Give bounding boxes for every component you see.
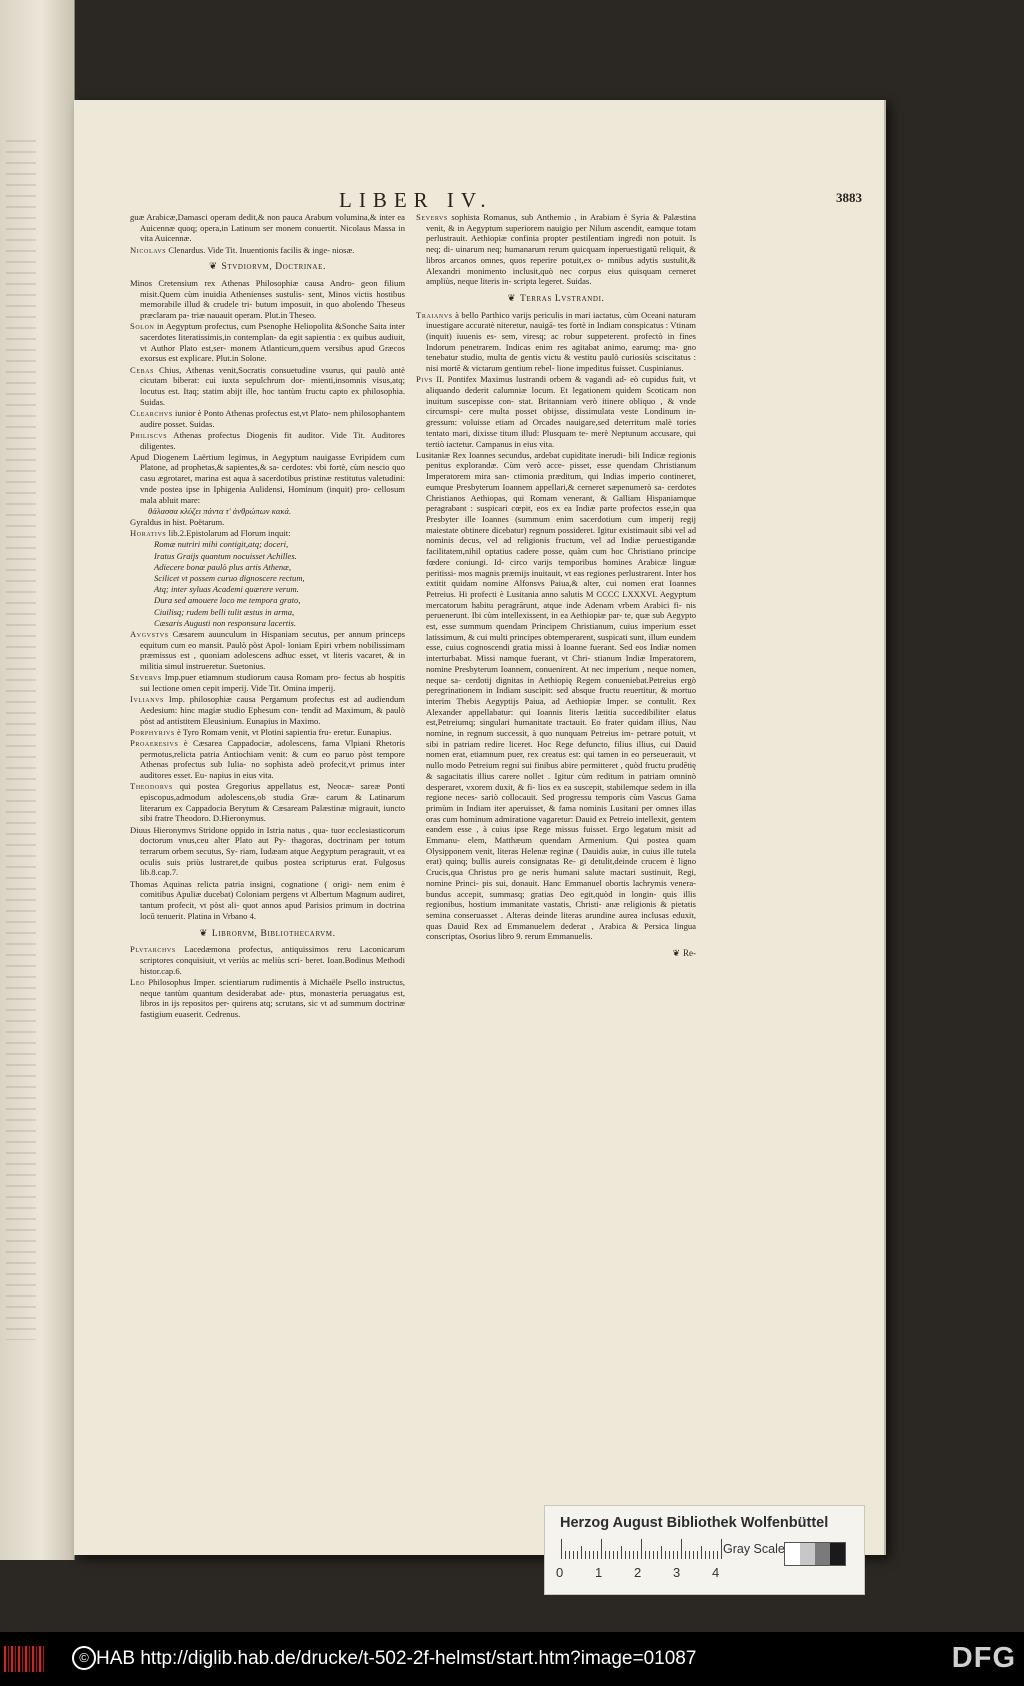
entry-text: Lusitaniæ Rex Ioannes secundus, ardebat cupiditate inerudi- bili Indicæ regionis penitus explorandæ. Cùm verò acce- pisset, esse quendam Christianum Imperatorem mira san- ctimonia præditum, qui Indias imperio contineret, eumque Presbyterum Ioannem appellari,& cerneret sæpenumerò sa- cerdotes Christianos Aethiopas, qui Romam venerant, & Galliam Hispaniamque peragrabant : suspicari cœpit, eos ex ea Indiæ parte profectos esse,in qua Presbyter ille Ioannes (summum enim sacerdotium cum imperij regij maiestate obtinere dicebatur) regnum possideret. Igitur existimauit sibi vel ad nominis decus, vel ad religionis fructum, vel ad Indiæ peruestigandæ facilitatem,nihil optatius cadere posse, quàm cum hoc Christiano principe fœdere coniungi. Id- circo varijs temporibus homines Arabicæ linguæ peritissi- mos magnis præmijs inuitauit, vt eas regiones perlustrarent. Inter hos extitit quidam nomine Alfonsvs Paiua,& alter, cui nomen erat Ioannes Petreius. Hi profecti è Lusitania anno salutis M CCCC LXXXVI. Aegyptum mercatorum habitu peragrārunt, atque inde Adenam vrbem Arabici fi- nis peruenerunt. Ibi cùm intellexissent, in ea Aethiopiæ par- te, quæ sub Aegypto est, esse summum quendam Principem Christianum, cuius imperium esset latissimum, & cui multi principes obtemperarent, suspicati sunt, illum eundem esse, cuius cognoscendi gratia missi à Ioanne fuerant. Sed eos Indiæ nomen interturbabat. Missi namque fuerant, vt Chri- stianum Indiæ Imperatorem, nomine Presbyterum Ioannem, conuenirent. At nec imperium , neque nomen, neque sa- cerdotij dignitas in Aethiopię Regem conueniebat.Petreius ergò peregrinationem in Indiam suscipit: sed absque fructu reuertitur, & mortuo interim Thebis Aegyptijs Paiua, ad Aethiopiæ Imper. se contulit. Rex Alexander appellabatur: qui Ioannis literis lætitia succedibiliter elatus est,Petreiumq; singulari humanitate tractauit. Eo frater quidam illius, Nau nomine, in regnum successit, à quo nunquam Petreius im- petrare potuit, vt sibi in patriam redire liceret. Hoc Rege defuncto, filius illius, cui Dauid nomen erat, etiamnum puer, rex creatus est: qui tamen in eo perseuerauit, vt nullo modo Petreium regni sui finibus abire permitteret , quòd fructu prudētię & sagacitatis illius carere nollet . Igitur cùm reditum in patriam omninò desperaret, vxorem duxit, & fi- lios ex ea suscepit, stabilemque sedem in illa regione neces- sariò collocauit. Sed progressu temporis cùm Vascus Gama primùm in Indiam iter aperuisset, & fama nominis Lusitani per omnes illas oras cum hominum admiratione vagaretur: Dauid ex Petreio intellexit, gentem eandem esse , à cuius ipse Rege missus fuisset. Ergo legatum misit ad Emmanu- elem, Matthæum quendam Armenium. Qui postea quam Olysipponem venit, literas Helenæ reginæ ( Dauidis auiæ, in cuius ille tutela erat) quinq; bullis aureis consignatas Re- gi detulit,deinde crucem è ligno Crucis,qua Christus pro ge neris humani salute mactari sustinuit, Regi, nomine Princi- pis sui, donauit. Hanc Emmanuel obortis lachrymis venera- bundus accepit, summasq; gratias Deo egit,quòd in longin- quis illis regionibus, hostium immanitate vastatis, Christi- anæ religionis & pietatis semina conseruasset . Alteras deinde literas arundine aurea inclusas eduxit, quas Dauid Rex ad Emmanuelem dederat , Arabica & Persica lingua conscriptas, Osorius libro 9. rerum Emmanuelis. [416, 449, 696, 942]
copyright-icon: © [72, 1646, 96, 1670]
entry-text: Adiecere bonæ paulò plus artis Athenæ, [154, 561, 292, 572]
entry-name: Nicolavs [130, 244, 167, 255]
entry-name: Severvs [416, 212, 448, 222]
entry-paragraph [130, 212, 405, 244]
verse-line [130, 562, 405, 573]
entry-name: Clearchvs [130, 407, 173, 418]
entry-text: Atq; inter syluas Academi quærere verum. [154, 584, 299, 595]
ruler-tick [657, 1551, 658, 1559]
entry-name: Traianvs [416, 309, 453, 320]
ruler-tick [673, 1551, 674, 1559]
scale-digit: 2 [634, 1565, 642, 1580]
ruler-tick [593, 1551, 594, 1559]
ruler-tick [625, 1551, 626, 1559]
ruler-tick [617, 1551, 618, 1559]
ruler-tick [601, 1539, 602, 1559]
grey-scale-label: Gray Scale [723, 1542, 785, 1556]
entry-text: guæ Arabicæ,Damasci operam dedit,& non pauca Arabum volumina,& inter ea Auicennæ quoq; opera,in Latinum ser monem conuertit. Nicolaus Massa in vita Auicennæ. [130, 212, 405, 244]
dfg-logo: DFG [951, 1642, 1016, 1674]
entry-text: Diuus Hieronymvs Stridone oppido in Istria natus , qua- tuor ecclesiasticorum doctorum vnus,ceu alter Plato aut Py- thagoras, doctrinam per totum terrarum orbem secutus, Sy- riam, Iudæam atque Aegyptum peragrauit, vt ea oculis suis priùs lustraret,de quibus postea scripturus erat. Fulgosus lib.8.cap.7. [130, 824, 405, 878]
ruler-tick [561, 1539, 562, 1559]
entry-name: Ivlianvs [130, 694, 164, 705]
ruler-tick [689, 1551, 690, 1559]
entry-paragraph [130, 430, 405, 451]
entry-text: Romæ nutriri mihi contigit,atq; doceri, [154, 539, 289, 550]
catchword [416, 948, 696, 959]
section-heading-text: Librorvm, Bibliothecarvm. [211, 928, 336, 939]
section-heading [130, 262, 405, 273]
ruler-tick [649, 1551, 650, 1559]
entry-name: Solon [130, 321, 155, 332]
verse-line [130, 573, 405, 584]
ruler-tick [645, 1551, 646, 1559]
grey-scale-swatch [784, 1542, 846, 1566]
entry-name: Porphyrivs [130, 726, 175, 737]
ruler-tick [693, 1551, 694, 1559]
scale-digit: 0 [556, 1565, 564, 1580]
ruler-tick [629, 1551, 630, 1559]
entry-paragraph [130, 517, 405, 528]
entry-paragraph [130, 321, 405, 364]
entry-paragraph [130, 365, 405, 408]
ruler-tick [713, 1551, 714, 1559]
ruler-tick [641, 1539, 642, 1559]
library-scale-label [544, 1505, 865, 1595]
library-name: Herzog August Bibliothek Wolfenbüttel [560, 1515, 829, 1531]
page-number: 3883 [836, 190, 862, 205]
ruler-tick [581, 1546, 582, 1559]
ruler-tick [685, 1551, 686, 1559]
entry-text: qui postea Gregorius appellatus est, Neocæ- sareæ Ponti episcopus,admodum adolescens,ob studia Græ- carum & Latinarum literarum ex Cappadocia Berytum & Cæsaream Palæstinæ migrauit, iuncto sibi fratre Theodoro. D.Hieronymus. [140, 781, 405, 824]
entry-text: Minos Cretensium rex Athenas Philosophiæ causa Andro- geon filium misit.Quem cùm inuidia Athenienses sustulis- sent, Minos victis hostibus memorabile illud & crudele tri- butum imposuit, in quo abolendo Theseus præclaram pa- triæ nauauit operam. Plut.in Theseo. [130, 278, 405, 321]
right-text-column [416, 212, 696, 959]
section-heading-text: Stvdiorvm, Doctrinae. [221, 262, 326, 273]
ruler-tick [677, 1551, 678, 1559]
entry-paragraph [130, 825, 405, 879]
entry-paragraph [416, 212, 696, 287]
ruler-tick [613, 1551, 614, 1559]
ruler-tick [633, 1551, 634, 1559]
entry-text: è Cæsarea Cappadociæ, adolescens, fama Vlpiani Rhetoris permotus,relicta patria Antiochiam venit: & cum eo paruo pòst tempore Athenas profectus sub Iulia- no sophista adeò profecit,vt primus inter auditores esset. Eu- napius in eius vita. [140, 738, 405, 781]
ruler-tick [653, 1551, 654, 1559]
entry-text: è Tyro Romam venit, vt Plotini sapientia fru- eretur. Eunapius. [174, 726, 392, 737]
footer-bar [0, 1632, 1024, 1686]
entry-text: iunior è Ponto Athenas profectus est,vt Plato- nem philosophantem audire posset. Suidas. [140, 407, 405, 429]
ruler-tick [717, 1551, 718, 1559]
fleuron-icon: ❦ [507, 293, 517, 304]
entry-text: Imp.puer etiamnum studiorum causa Romam pro- fectus ab hospitis sui lectione omen cepit imperij. Vide Tit. Omina imperij. [140, 672, 405, 694]
section-heading [130, 929, 405, 940]
ruler-tick [665, 1551, 666, 1559]
entry-paragraph [416, 374, 696, 449]
footer-url[interactable]: HAB http://diglib.hab.de/drucke/t-502-2f-helmst/start.htm?image=01087 [96, 1648, 697, 1669]
entry-name: Theodorvs [130, 781, 173, 792]
scale-ruler [561, 1539, 723, 1559]
ruler-tick [681, 1539, 682, 1559]
entry-text: Dura sed amouere loco me tempora grato, [154, 595, 301, 606]
entry-paragraph [130, 452, 405, 506]
entry-text: Cæsarem auunculum in Hispaniam secutus, per annum princeps equitum cum eo mansit. Paulò pòst Apol- loniam Epiri vrbem nobilissimam præmissus est , quoniam adolescens adhuc esset, vt literis vacaret, & in militia simul instrueretur. Suetonius. [140, 629, 405, 672]
scale-digit: 3 [673, 1565, 681, 1580]
ruler-tick [705, 1551, 706, 1559]
entry-paragraph [130, 977, 405, 1020]
entry-text: Athenas profectus Diogenis fit auditor. Vide Tit. Auditores diligentes. [140, 429, 405, 451]
entry-paragraph [130, 944, 405, 976]
verse-line [130, 539, 405, 550]
entry-name: Cebas [130, 364, 155, 375]
ruler-tick [661, 1546, 662, 1559]
ruler-tick [709, 1551, 710, 1559]
entry-name: Pivs [416, 374, 433, 385]
entry-text: Thomas Aquinas relicta patria insigni, cognatione ( origi- nem enim è comitibus Apuliæ ducebat) Coloniam pergens vt Albertum Magnum audiret, tantum profecit, vt pòst ali- quot annos apud Parisios primum in doctrina locū tenuerit. Platina in Vrbano 4. [130, 878, 405, 921]
entry-text: in Aegyptum profectus, cum Psenophe Heliopolita &Sonche Saita inter sacerdotes literatissimis,in contemplan- da egit sapientia : ex quibus audiuit, vt Author Plato est,ser- monem Atlanticum,quem versibus apud Græcos exorsus est explicare. Plut.in Solone. [140, 321, 405, 364]
entry-paragraph [130, 738, 405, 781]
book-page [74, 100, 884, 1555]
entry-paragraph [130, 629, 405, 672]
ruler-tick [597, 1551, 598, 1559]
fleuron-icon: ❦ [199, 928, 209, 939]
entry-text: Chius, Athenas venit,Socratis consuetudine vsurus, qui paulò antè cicutam biberat: cui iuxta sepulchrum dor- mienti,insomnis visus,atq; locutus est. Itaq; statim abijt ille, hoc tantùm fructu capto ex philosophia. Suidas. [140, 364, 405, 407]
scale-digits [556, 1565, 726, 1583]
entry-text: lib.2.Epistolarum ad Florum inquit: [166, 528, 291, 539]
scale-digit: 1 [595, 1565, 603, 1580]
ruler-tick [605, 1551, 606, 1559]
grey-step [815, 1543, 830, 1565]
ruler-tick [697, 1551, 698, 1559]
grey-step [785, 1543, 800, 1565]
entry-name: Plvtarchvs [130, 944, 176, 955]
grey-step [830, 1543, 845, 1565]
entry-paragraph [130, 694, 405, 726]
section-heading [416, 294, 696, 305]
entry-text: Philosophus Imper. scientiarum rudimentis à Michaële Psello instructus, neque tantùm quantum desiderabat ade- ptus, monasteria peruagatus est, libros in ijs repositos per- quirens atq; scrutans, sic vt ad summum doctrinæ fastigium euaserit. Cedrenus. [140, 976, 405, 1019]
entry-text: Clenardus. Vide Tit. Inuentionis facilis & inge- niosæ. [166, 244, 355, 255]
entry-paragraph [130, 781, 405, 824]
entry-paragraph [130, 727, 405, 738]
verse-line [130, 607, 405, 618]
verse-line [130, 595, 405, 606]
entry-text: Imp. philosophiæ causa Pergamum profectus est ad audiendum Aedesium: hinc magiæ studio Ephesum con- tendit ad Maximum, & paulò pòst ad antistitem Eleusinium. Eunapius in Maximo. [140, 694, 405, 726]
entry-paragraph [130, 245, 405, 256]
verse-line [130, 551, 405, 562]
entry-paragraph [130, 278, 405, 321]
ruler-tick [609, 1551, 610, 1559]
entry-paragraph [130, 672, 405, 693]
entry-paragraph [416, 450, 696, 942]
entry-text: Gyraldus in hist. Poëtarum. [130, 516, 225, 527]
ruler-tick [721, 1539, 722, 1559]
entry-name: Avgvstvs [130, 629, 169, 640]
ruler-tick [569, 1551, 570, 1559]
ruler-tick [589, 1551, 590, 1559]
ruler-tick [565, 1551, 566, 1559]
entry-paragraph [416, 310, 696, 374]
entry-name: Proaeresivs [130, 738, 179, 749]
running-title: LIBER IV. [339, 188, 493, 212]
entry-text: θάλασσα κλύζει πάντα τ' ἀνθρώπων κακά. [148, 505, 292, 516]
entry-text: Lacedæmona profectus, antiquissimos reru Laconicarum scriptores conquisiuit, vt veriùs ac meliùs scri- beret. Ioan.Bodinus Methodi histor.cap.6. [140, 944, 405, 976]
entry-name: Leo [130, 976, 146, 987]
verse-line [130, 584, 405, 595]
entry-name: Horativs [130, 528, 167, 539]
entry-text: Iratus Graijs quantum nocuisset Achilles. [154, 550, 297, 561]
greek-quotation [130, 506, 405, 517]
entry-text: sophista Romanus, sub Anthemio , in Arabiam è Syria & Palæstina venit, & in Aegyptum superiorem nauigio per Nilum ascendit, eamque totam perlustrauit. Aethiopiæ confinia propter pestilentiam ingredi non potuit. Is neq; di- uinarum neq; humanarum rerum quicquam inperuestigatū reliquit, & libros arcanos omnes, quos reperire potuit,ex o- mnibus adytis sustulit,& Alexandri monimento inclusit,quò nec corpus eius quisquam cerneret ampliùs, neque literis in- scripta legeret. Suidas. [426, 212, 696, 287]
entry-name: Philiscvs [130, 429, 168, 440]
section-heading-text: Terras Lvstrandi. [519, 293, 605, 304]
entry-text: Ciuilisq; rudem belli tulit æstus in arma, [154, 606, 295, 617]
verse-line [130, 618, 405, 629]
entry-name: Severvs [130, 672, 162, 683]
entry-paragraph [130, 408, 405, 429]
fleuron-icon: ❦ [672, 948, 680, 959]
ruler-tick [637, 1551, 638, 1559]
entry-text: II. Pontifex Maximus lustrandi orbem & vagandi ad- eò cupidus fuit, vt aliquando dederit calumniæ locum. Et legationem quidem Scoticam non inuitum suscepisse con- stat. Britanniam verò itinere obliquo , & vnde circumspi- cere multa posset obijsse, dissimulata veste Londinum in- gressum: voluisse etiam ad Orcades nauigare,sed deterritum malè tories tentato mari, dixisse titum illud: Plusquam te- merè Neptunum accusare, qui tertiò iactetur. Campanus in eius vita. [426, 374, 696, 449]
grey-step [800, 1543, 815, 1565]
barcode-logo [4, 1646, 44, 1672]
ruler-tick [701, 1546, 702, 1559]
ruler-tick [621, 1546, 622, 1559]
entry-text: à bello Parthico varijs periculis in mari iactatus, cùm Oceani naturam inuestigare accuratè niteretur, nauigā- tes fortè in Indiam conspicatus : Vtinam (inquit) iuuenis es- sem, viresq; ac robur suppeterent. profectò in fines Indorum penetrarem. Indicas enim res agitabat animo, earumq; ma- gno tenebatur studio, multa de gentis victu & vestitu paulò curiosiùs sciscitatus : nisi mortē & victarum gentium rebel- lione impeditus fuisset. Cuspinianus. [426, 309, 696, 374]
entry-text: Scilicet vt possem curuo dignoscere rectum, [154, 573, 305, 583]
previous-page-text-stripe [6, 140, 36, 1340]
ruler-tick [585, 1551, 586, 1559]
catchword-text: Re- [683, 948, 696, 959]
ruler-tick [669, 1551, 670, 1559]
entry-text: Apud Diogenem Laërtium legimus, in Aegyptum nauigasse Evripidem cum Platone, ad prophetas,& sapientes,& sa- cerdotes: vbi fortè, cùm nescio quo casu ægrotaret, marina est aqua à sacerdotibus pristinæ restitutus valetudini: vnde postea ipse in Iphigenia Aulidensi, Hominum (inquit) pro- cellosum mala abluit mare: [130, 451, 405, 505]
entry-paragraph [130, 879, 405, 922]
ruler-tick [573, 1551, 574, 1559]
ruler-tick [577, 1551, 578, 1559]
entry-text: Cæsaris Augusti non responsura lacertis. [154, 617, 297, 628]
previous-page-edge [0, 0, 75, 1560]
fleuron-icon: ❦ [209, 262, 219, 273]
scale-digit: 4 [712, 1565, 720, 1580]
entry-paragraph [130, 528, 405, 539]
left-text-column [130, 212, 405, 1020]
